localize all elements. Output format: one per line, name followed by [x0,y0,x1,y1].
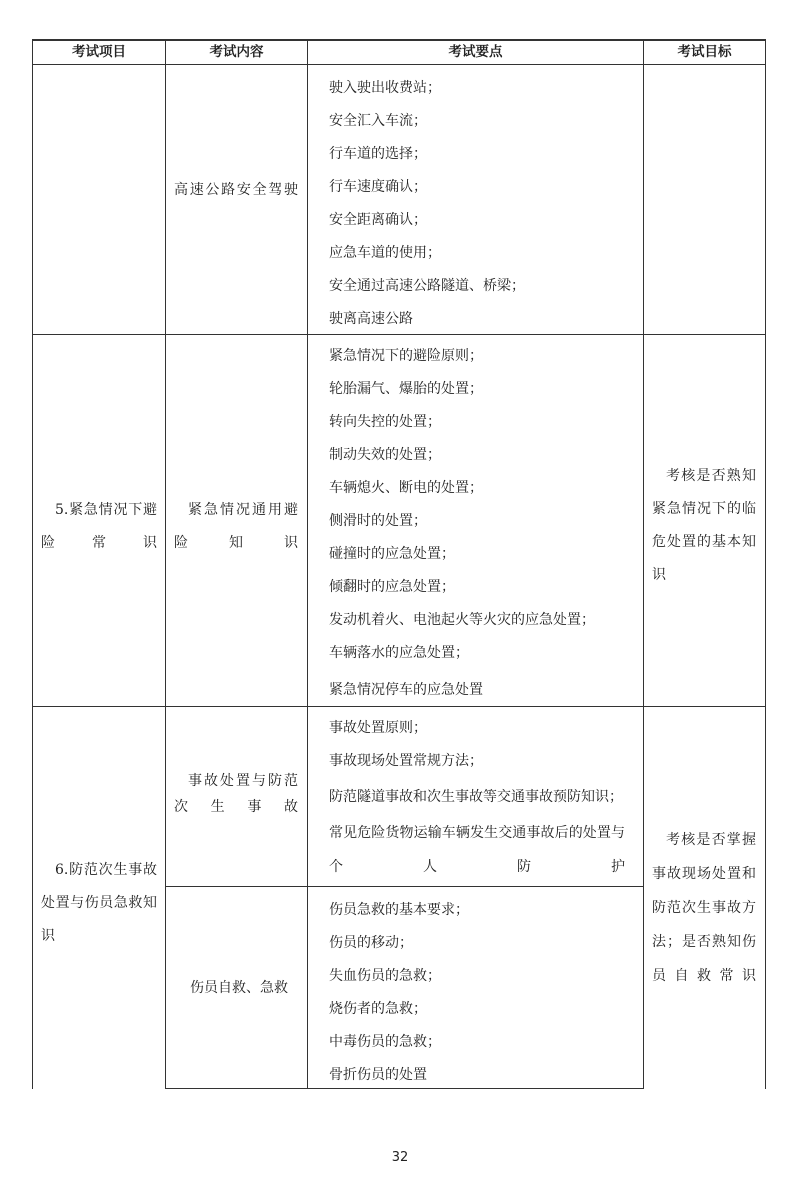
highway-point: 应急车道的使用； [329,245,441,261]
highway-content: 高速公路安全驾驶 [174,182,298,198]
highway-point: 驶入驶出收费站； [329,80,441,96]
section6-sub2-point: 烧伤者的急救； [329,1001,427,1017]
rule-header-bottom [32,64,766,65]
rule-sub-bottom [165,1088,643,1089]
section5-goal: 考核是否熟知紧急情况下的临危处置的基本知识 [652,468,756,583]
rule-col0 [32,39,33,1089]
highway-point: 行车速度确认； [329,179,427,195]
section5-point: 侧滑时的处置； [329,513,427,529]
rule-row1-bottom [32,334,766,335]
section5-point: 转向失控的处置； [329,414,441,430]
section6-goal: 考核是否掌握事故现场处置和防范次生事故方法；是否熟知伤员自救常识 [652,832,756,984]
highway-point: 安全汇入车流； [329,113,427,129]
section5-item: 5.紧急情况下避险常识 [41,502,157,551]
header-item: 考试项目 [72,44,126,60]
section5-point: 紧急情况下的避险原则； [329,348,483,364]
section5-point: 发动机着火、电池起火等火灾的应急处置； [329,612,595,628]
rule-col4 [765,39,766,1089]
highway-point: 安全距离确认； [329,212,427,228]
section6-sub1-point: 事故现场处置常规方法； [329,753,483,769]
section5-point: 倾翻时的应急处置； [329,579,455,595]
header-points: 考试要点 [448,44,503,60]
rule-row2-bottom [32,706,766,707]
section6-sub1-point: 常见危险货物运输车辆发生交通事故后的处置与个人防护 [329,825,625,875]
header-goal: 考试目标 [677,44,732,60]
section5-point: 碰撞时的应急处置； [329,546,455,562]
section6-sub1-point: 事故处置原则； [329,720,427,736]
section5-point: 车辆熄火、断电的处置； [329,480,483,496]
section5-point: 车辆落水的应急处置； [329,645,469,661]
section6-sub2-point: 失血伤员的急救； [329,968,441,984]
section5-point: 制动失效的处置； [329,447,441,463]
highway-point: 驶离高速公路 [329,311,413,327]
section6-sub1-content: 事故处置与防范次生事故 [174,773,298,815]
section6-sub2-point: 伤员急救的基本要求； [329,902,469,918]
section6-sub2-point: 伤员的移动； [329,935,413,951]
rule-sub-divider [165,886,643,887]
header-content: 考试内容 [209,44,264,60]
highway-point: 安全通过高速公路隧道、桥梁； [329,278,525,294]
section5-content: 紧急情况通用避险知识 [174,502,298,551]
section6-sub2-content: 伤员自救、急救 [190,980,288,996]
section6-item: 6.防范次生事故处置与伤员急救知识 [41,862,157,944]
rule-col2 [307,39,308,1089]
section5-point: 轮胎漏气、爆胎的处置； [329,381,483,397]
rule-col1 [165,39,166,1089]
rule-col3 [643,39,644,1089]
section6-sub2-point: 中毒伤员的急救； [329,1034,441,1050]
section6-sub2-point: 骨折伤员的处置 [329,1067,427,1083]
section6-sub1-point: 防范隧道事故和次生事故等交通事故预防知识； [329,789,623,805]
highway-point: 行车道的选择； [329,146,427,162]
page-number: 32 [391,1150,409,1165]
section5-point: 紧急情况停车的应急处置 [329,682,483,698]
